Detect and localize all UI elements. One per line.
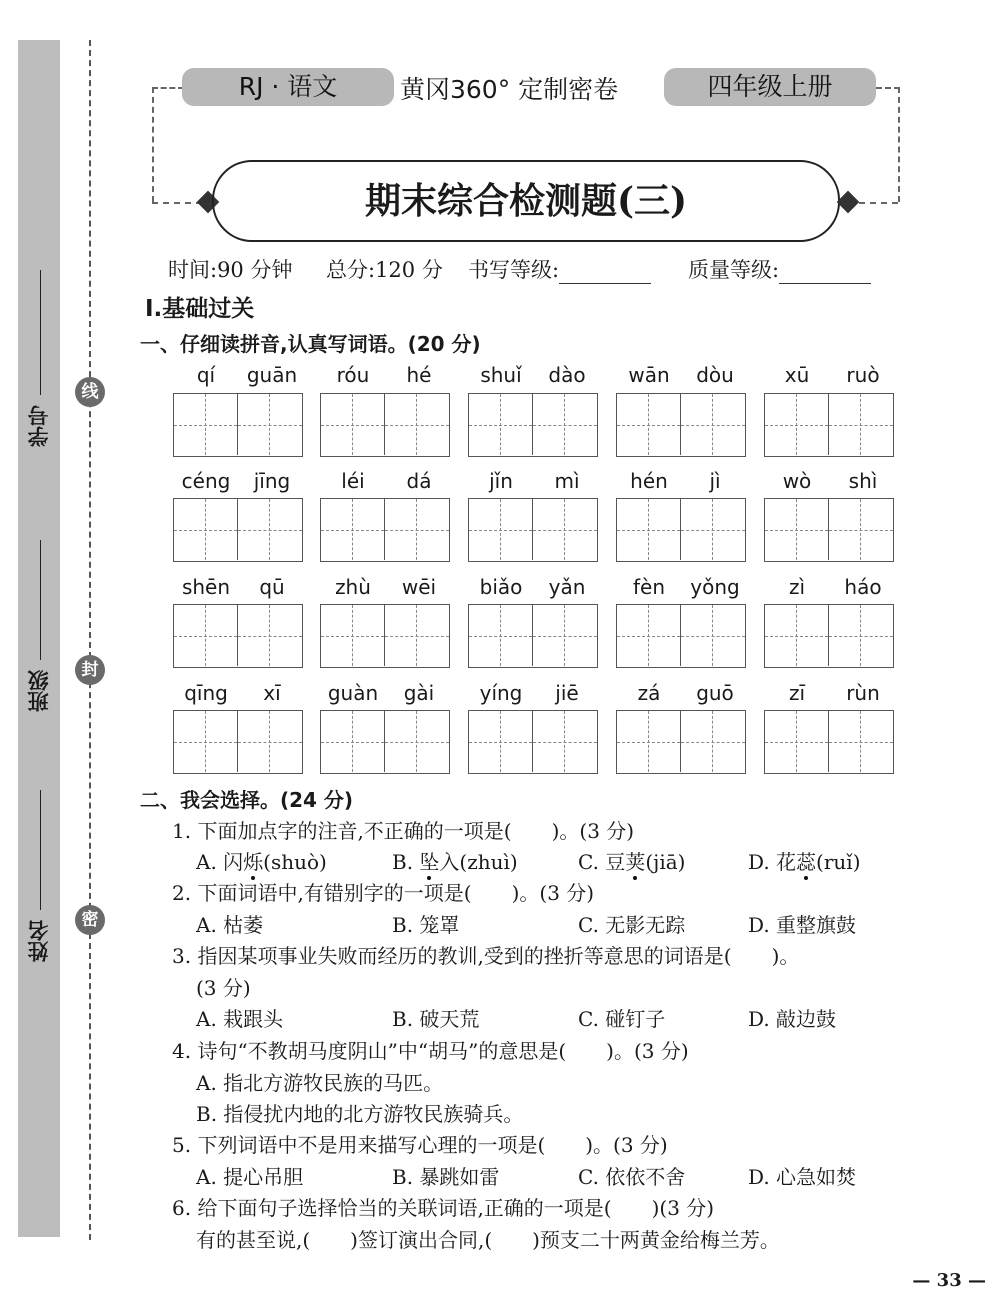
pinyin-label: shì [848,469,878,493]
pinyin-label: shuǐ [480,363,522,387]
pinyin-label: rùn [846,681,880,705]
seal-mark-line: 线 [75,377,105,407]
q2-option-c[interactable]: C. 无影无踪 [578,913,686,937]
pinyin-label: jǐn [489,469,513,493]
writing-grid[interactable] [616,604,746,668]
pinyin-label: háo [844,575,882,599]
q4-option-a[interactable]: A. 指北方游牧民族的马匹。 [196,1071,444,1095]
quality-grade-blank[interactable] [779,263,871,284]
pinyin-label: guō [696,681,734,705]
q3-option-c[interactable]: C. 碰钉子 [578,1007,666,1031]
pinyin-label: wēi [401,575,437,599]
pinyin-label: zhù [335,575,371,599]
q2-option-b[interactable]: B. 笼罩 [392,913,460,937]
writing-grid[interactable] [320,710,450,774]
pinyin-label: qīng [184,681,228,705]
pinyin-label: dòu [696,363,734,387]
grade-tag: 四年级上册 [664,68,876,106]
pinyin-label: jīng [253,469,291,493]
writing-grid[interactable] [173,604,303,668]
q4-option-b[interactable]: B. 指侵扰内地的北方游牧民族骑兵。 [196,1102,524,1126]
q2-option-d[interactable]: D. 重整旗鼓 [748,913,857,937]
q5-option-b[interactable]: B. 暴跳如雷 [392,1165,500,1189]
writing-grid[interactable] [468,604,598,668]
pinyin-label: yíng [479,681,523,705]
pinyin-label: qū [259,575,285,599]
student-id-label: 学号 [27,405,51,447]
pinyin-label: róu [336,363,370,387]
cut-line [89,40,91,1240]
q3-stem: 3. 指因某项事业失败而经历的教训,受到的挫折等意思的词语是( )。 [172,944,800,968]
q1-option-a[interactable]: A. 闪烁(shuò) [196,850,327,874]
writing-grid[interactable] [173,710,303,774]
q5-option-c[interactable]: C. 依依不舍 [578,1165,686,1189]
writing-grid[interactable] [616,393,746,457]
pinyin-label: xū [784,363,810,387]
writing-grid[interactable] [320,393,450,457]
q2-option-a[interactable]: A. 枯萎 [196,913,264,937]
writing-grid[interactable] [764,498,894,562]
q3-option-b[interactable]: B. 破天荒 [392,1007,480,1031]
writing-grid[interactable] [616,710,746,774]
writing-grade-blank[interactable] [559,263,651,284]
seal-mark-secret: 密 [75,905,105,935]
pinyin-label: yǎn [548,575,586,599]
part-heading: Ⅰ.基础过关 [145,296,255,322]
pinyin-label: zī [788,681,806,705]
writing-grid[interactable] [320,604,450,668]
pinyin-label: wān [628,363,670,387]
page-number: — 33 — [912,1270,986,1291]
section1-heading: 一、仔细读拼音,认真写词语。(20 分) [140,332,481,356]
time-limit: 时间:90 分钟 [168,258,293,282]
pinyin-label: dào [548,363,586,387]
student-id-line [40,270,41,395]
q6-stem: 6. 给下面句子选择恰当的关联词语,正确的一项是( )(3 分) [172,1196,715,1220]
q1-stem: 1. 下面加点字的注音,不正确的一项是( )。(3 分) [172,819,635,843]
writing-grid[interactable] [468,393,598,457]
pinyin-label: hé [406,363,432,387]
q5-stem: 5. 下列词语中不是用来描写心理的一项是( )。(3 分) [172,1133,668,1157]
pinyin-label: léi [341,469,365,493]
writing-grid[interactable] [468,710,598,774]
pinyin-label: xī [263,681,281,705]
writing-grade: 书写等级: [468,254,651,284]
exam-title: 期末综合检测题(三) [212,160,840,242]
q1-option-d[interactable]: D. 花蕊(ruǐ) [748,850,861,874]
pinyin-label: guān [246,363,298,387]
writing-grid[interactable] [173,393,303,457]
name-label: 姓名 [27,920,51,962]
q1-option-c[interactable]: C. 豆荚(jiā) [578,850,686,874]
pinyin-label: mì [554,469,580,493]
q3-option-a[interactable]: A. 栽跟头 [196,1007,284,1031]
pinyin-label: zì [788,575,806,599]
pinyin-label: qí [196,363,216,387]
pinyin-label: zá [637,681,661,705]
class-label: 班级 [27,670,51,712]
seal-mark-seal: 封 [75,655,105,685]
pinyin-label: jiē [555,681,579,705]
q5-option-d[interactable]: D. 心急如焚 [748,1165,857,1189]
q1-option-b[interactable]: B. 坠入(zhuì) [392,850,518,874]
pinyin-label: shēn [181,575,231,599]
writing-grid[interactable] [764,710,894,774]
subject-tag: RJ · 语文 [182,68,394,106]
writing-grid[interactable] [468,498,598,562]
section2-heading: 二、我会选择。(24 分) [140,788,354,812]
quality-grade: 质量等级: [688,254,871,284]
writing-grid[interactable] [320,498,450,562]
pinyin-label: dá [406,469,432,493]
binding-strip [18,40,60,1237]
pinyin-label: fèn [632,575,666,599]
title-ornament-right [837,191,860,214]
total-score: 总分:120 分 [326,258,443,282]
q5-option-a[interactable]: A. 提心吊胆 [196,1165,304,1189]
q2-stem: 2. 下面词语中,有错别字的一项是( )。(3 分) [172,881,595,905]
writing-grid[interactable] [764,604,894,668]
q4-stem: 4. 诗句“不教胡马度阴山”中“胡马”的意思是( )。(3 分) [172,1039,689,1063]
writing-grid[interactable] [764,393,894,457]
pinyin-label: guàn [327,681,379,705]
q6-sentence: 有的甚至说,( )签订演出合同,( )预支二十两黄金给梅兰芳。 [196,1228,780,1252]
writing-grid[interactable] [616,498,746,562]
pinyin-label: ruò [846,363,880,387]
pinyin-label: jì [709,469,721,493]
series-title: 黄冈360° 定制密卷 [400,75,619,104]
name-line [40,790,41,910]
writing-grid[interactable] [173,498,303,562]
pinyin-label: biǎo [479,575,523,599]
pinyin-label: céng [181,469,231,493]
q3-score: (3 分) [196,976,251,1000]
pinyin-label: yǒng [690,575,740,599]
pinyin-label: gài [403,681,435,705]
pinyin-label: hén [630,469,668,493]
class-line [40,540,41,660]
pinyin-label: wò [782,469,812,493]
q3-option-d[interactable]: D. 敲边鼓 [748,1007,837,1031]
